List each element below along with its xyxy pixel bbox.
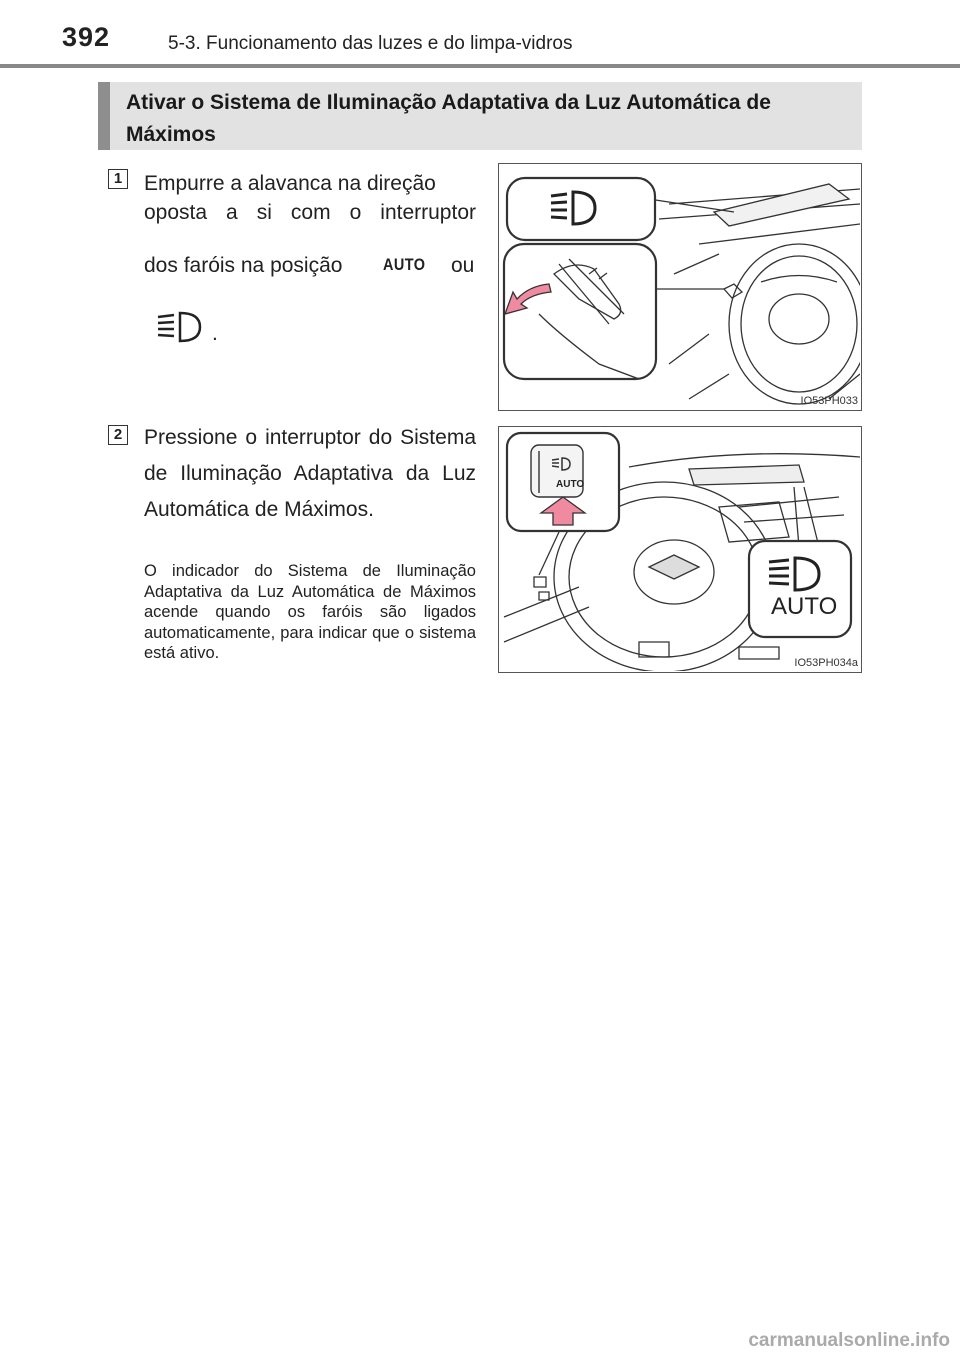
switch-illustration [499, 427, 860, 671]
heading-text: Ativar o Sistema de Iluminação Adaptativa da Luz Automática de Máximos [126, 91, 771, 146]
step-1-line2: oposta a si com o interruptor [144, 201, 476, 224]
footer-watermark: carmanualsonline.info [748, 1330, 950, 1351]
step-2-note: O indicador do Sistema de Iluminação Adaptativa da Luz Automática de Máximos acende quando os faróis são ligados automaticamente, para indicar que o sistema está ativo. [144, 562, 476, 662]
high-beam-icon [156, 311, 204, 343]
step-1-line1: Empurre a alavanca na direção [144, 172, 436, 195]
header-rule [0, 64, 960, 68]
step-2-number: 2 [108, 425, 128, 445]
indicator-auto-text: AUTO [771, 593, 838, 620]
figure-2-code: IO53PH034a [794, 657, 858, 669]
page-number: 392 [62, 22, 111, 52]
step-1-line3: dos faróis na posição [144, 254, 343, 277]
figure-2 [498, 426, 862, 673]
step-1-number: 1 [108, 169, 128, 189]
step-2-text: Pressione o interruptor do Sistema de Iluminação Adaptativa da Luz Automática de Máximos. [144, 426, 476, 521]
step-1-or: ou [451, 254, 475, 277]
section-title: 5-3. Funcionamento das luzes e do limpa-vidros [168, 33, 573, 54]
lever-illustration [499, 164, 860, 409]
switch-auto-text: AUTO [556, 479, 585, 490]
figure-1-code: IO53PH033 [800, 395, 858, 407]
section-heading [98, 82, 862, 150]
step-1-end: . [212, 322, 218, 345]
figure-1 [498, 163, 862, 411]
auto-symbol: AUTO [383, 255, 426, 274]
